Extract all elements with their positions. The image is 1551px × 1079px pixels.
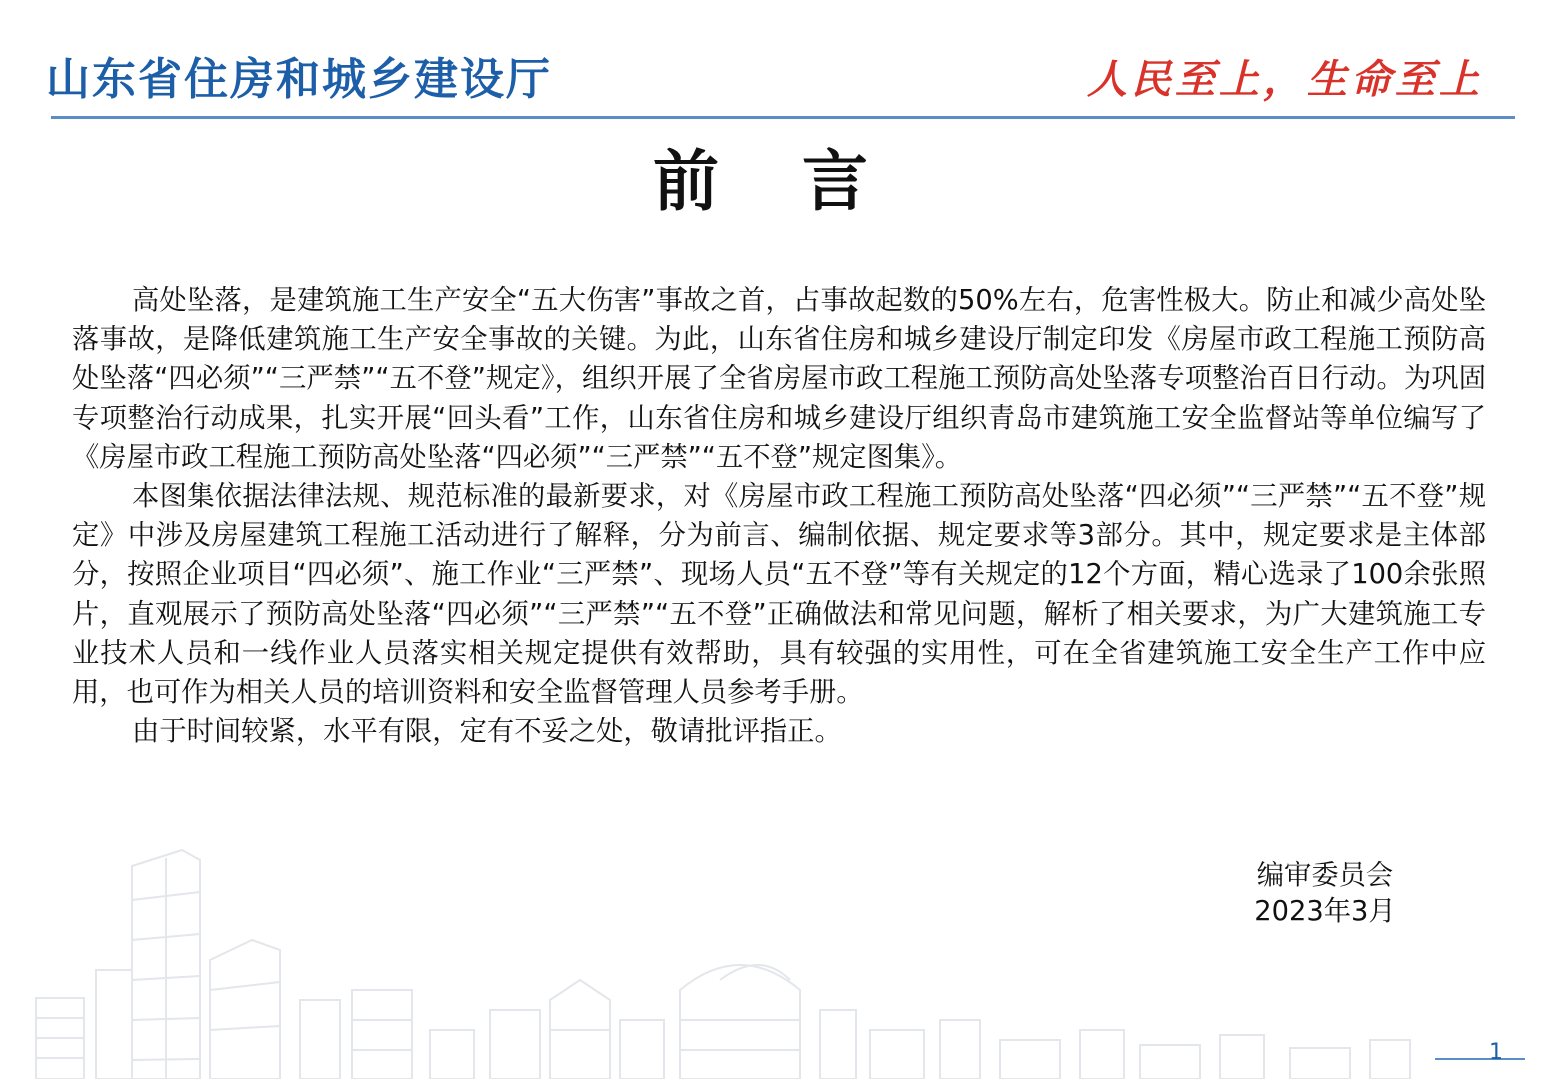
org-name: 山东省住房和城乡建设厅 [46, 54, 552, 105]
header-divider [51, 116, 1515, 119]
signature-block [1230, 858, 1420, 930]
paragraph: 本图集依据法律法规、规范标准的最新要求，对《房屋市政工程施工预防高处坠落“四必须”“三严禁”“五不登”规定》中涉及房屋建筑工程施工活动进行了解释，分为前言、编制依据、规定要求等3部分。其中，规定要求是主体部分，按照企业项目“四必须”、施工作业“三严禁”、现场人员“五不登”等有关规定的12个方面，精心选录了100余张照片，直观展示了预防高处坠落“四必须”“三严禁”“五不登”正确做法和常见问题，解析了相关要求，为广大建筑施工专业技术人员和一线作业人员落实相关规定提供有效帮助，具有较强的实用性，可在全省建筑施工安全生产工作中应用，也可作为相关人员的培训资料和安全监督管理人员参考手册。 [72, 481, 1486, 709]
page-header [0, 0, 1551, 125]
slogan: 人民至上，生命至上 [1087, 56, 1483, 103]
paragraph: 由于时间较紧，水平有限，定有不妥之处，敬请批评指正。 [132, 716, 842, 748]
signature-date: 2023年3月 [1254, 896, 1396, 927]
page-number: 1 [1489, 1040, 1503, 1065]
page-title: 前 言 [653, 143, 898, 220]
paragraph: 高处坠落，是建筑施工生产安全“五大伤害”事故之首，占事故起数的50%左右，危害性极大。防止和减少高处坠落事故，是降低建筑施工生产安全事故的关键。为此，山东省住房和城乡建设厅制定印发《房屋市政工程施工预防高处坠落“四必须”“三严禁”“五不登”规定》，组织开展了全省房屋市政工程施工预防高处坠落专项整治百日行动。为巩固专项整治行动成果，扎实开展“回头看”工作，山东省住房和城乡建设厅组织青岛市建筑施工安全监督站等单位编写了《房屋市政工程施工预防高处坠落“四必须”“三严禁”“五不登”规定图集》。 [72, 285, 1486, 473]
preface-body [72, 281, 1486, 751]
signature-author: 编审委员会 [1256, 860, 1394, 891]
page-number-underline [1435, 1058, 1525, 1060]
